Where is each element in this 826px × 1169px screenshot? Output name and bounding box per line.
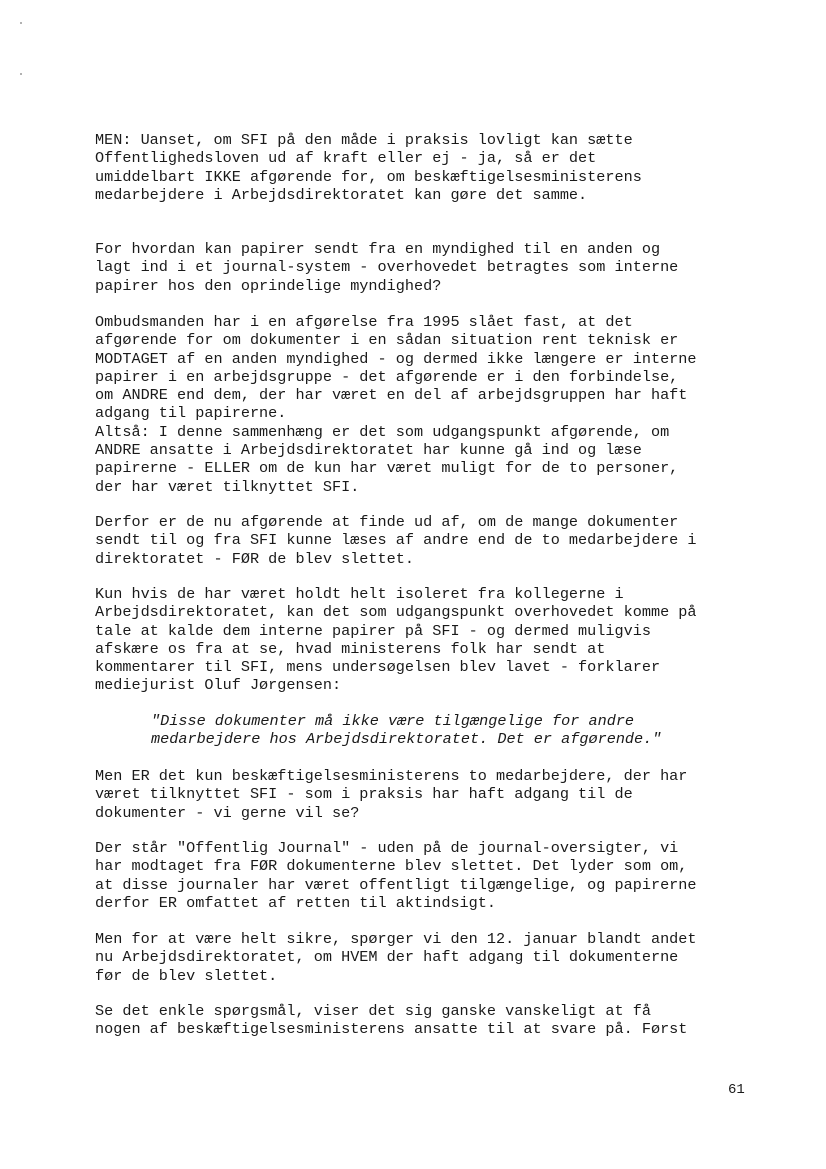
text-line: nu Arbejdsdirektoratet, om HVEM der haft adgang til dokumenterne [95, 948, 679, 967]
text-line: papirer i en arbejdsgruppe - det afgørende er i den forbindelse, [95, 367, 679, 386]
text-line: Se det enkle spørgsmål, viser det sig ganske vanskeligt at få [95, 1002, 651, 1020]
text-line: været tilknyttet SFI - som i praksis har haft adgang til de [95, 785, 633, 804]
text-line: MEN: Uanset, om SFI på den måde i praksis lovligt kan sætte [95, 131, 633, 149]
text-line: Men for at være helt sikre, spørger vi den 12. januar blandt andet [95, 930, 697, 948]
text-line: Altså: I denne sammenhæng er det som udgangspunkt afgørende, om [95, 422, 670, 441]
paragraph-3 [95, 313, 795, 496]
text-line: papirer hos den oprindelige myndighed? [95, 276, 442, 295]
text-line: før de blev slettet. [95, 966, 278, 985]
text-line: nogen af beskæftigelsesministerens ansatte til at svare på. Først [95, 1020, 688, 1039]
quote-line: medarbejdere hos Arbejdsdirektoratet. Det er afgørende." [151, 730, 662, 749]
text-line: tale at kalde dem interne papirer på SFI - og dermed muligvis [95, 621, 651, 640]
paragraph-7 [95, 767, 795, 822]
page-number: 61 [728, 1082, 745, 1098]
paragraph-10 [95, 1002, 795, 1039]
paragraph-4 [95, 513, 795, 568]
text-line: dokumenter - vi gerne vil se? [95, 803, 360, 822]
text-line: derfor ER omfattet af retten til aktindsigt. [95, 893, 497, 912]
text-line: om ANDRE end dem, der har været en del af arbejdsgruppen har haft [95, 386, 688, 405]
text-line: Offentlighedsloven ud af kraft eller ej - ja, så er det [95, 149, 597, 168]
text-line: For hvordan kan papirer sendt fra en myndighed til en anden og [95, 240, 661, 258]
paragraph-8 [95, 839, 795, 912]
text-line: papirerne - ELLER om de kun har været muligt for de to personer, [95, 459, 679, 478]
text-line: MODTAGET af en anden myndighed - og dermed ikke længere er interne [95, 349, 697, 368]
text-line: afgørende for om dokumenter i en sådan situation rent teknisk er [95, 331, 679, 350]
scan-speck [20, 22, 22, 24]
text-line: sendt til og fra SFI kunne læses af andre end de to medarbejdere i [95, 531, 697, 550]
text-line: lagt ind i et journal-system - overhovedet betragtes som interne [95, 258, 679, 277]
paragraph-9 [95, 930, 795, 985]
text-line: at disse journaler har været offentligt tilgængelige, og papirerne [95, 875, 697, 894]
paragraph-1 [95, 131, 795, 204]
text-line: mediejurist Oluf Jørgensen: [95, 676, 342, 695]
text-line: umiddelbart IKKE afgørende for, om beskæftigelsesministerens [95, 167, 642, 186]
text-line: Men ER det kun beskæftigelsesministerens to medarbejdere, der har [95, 767, 688, 785]
text-line: har modtaget fra FØR dokumenterne blev slettet. Det lyder som om, [95, 857, 688, 876]
paragraph-2 [95, 240, 795, 295]
text-line: afskære os fra at se, hvad ministerens folk har sendt at [95, 639, 606, 658]
scan-speck [20, 73, 22, 75]
text-line: der har været tilknyttet SFI. [95, 477, 360, 496]
paragraph-5 [95, 585, 795, 695]
quote-line: "Disse dokumenter må ikke være tilgængelige for andre [151, 712, 635, 730]
text-line: adgang til papirerne. [95, 404, 287, 423]
text-line: ANDRE ansatte i Arbejdsdirektoratet har kunne gå ind og læse [95, 441, 642, 460]
text-line: Arbejdsdirektoratet, kan det som udgangspunkt overhovedet komme på [95, 603, 697, 622]
quote-block [151, 712, 791, 749]
text-line: Ombudsmanden har i en afgørelse fra 1995 slået fast, at det [95, 313, 633, 331]
text-line: medarbejdere i Arbejdsdirektoratet kan gøre det samme. [95, 185, 588, 204]
text-line: direktoratet - FØR de blev slettet. [95, 549, 414, 568]
text-line: Kun hvis de har været holdt helt isoleret fra kollegerne i [95, 585, 624, 603]
text-line: kommentarer til SFI, mens undersøgelsen blev lavet - forklarer [95, 658, 661, 677]
text-line: Derfor er de nu afgørende at finde ud af, om de mange dokumenter [95, 513, 679, 531]
text-line: Der står "Offentlig Journal" - uden på de journal-oversigter, vi [95, 839, 679, 857]
